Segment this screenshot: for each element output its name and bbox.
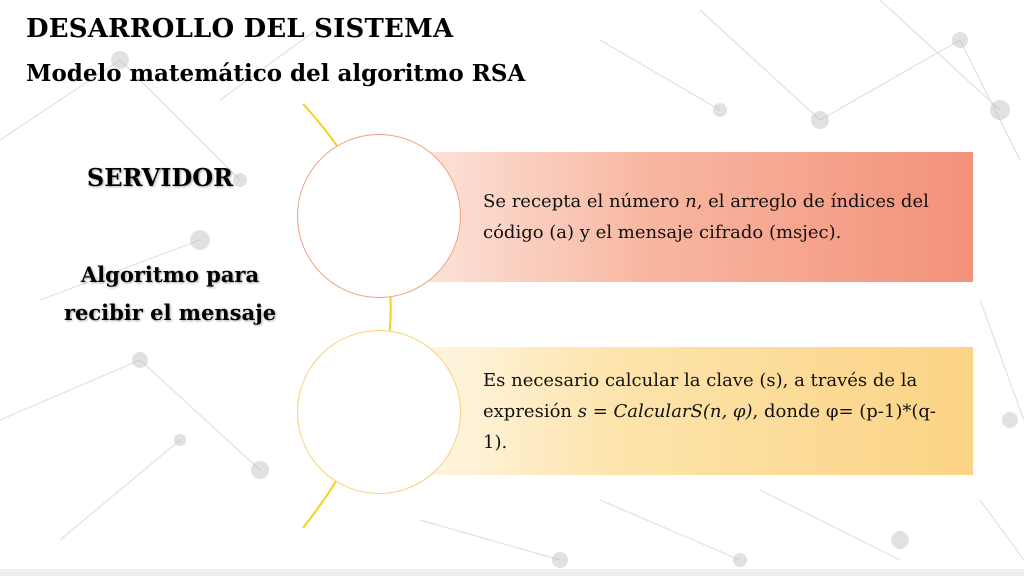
step-1-after: , el arreglo de índices del código (a) y el mensaje cifrado (msjec). [483,191,929,243]
slide-title: DESARROLLO DEL SISTEMA [26,14,454,44]
slide-subtitle: Modelo matemático del algoritmo RSA [26,60,526,87]
step-2-text [483,365,953,458]
step-2-circle [297,330,461,494]
step-2-after: , donde φ= (p-1)*(q-1). [483,400,936,453]
step-1-math: n [685,191,697,212]
step-box-1 [378,152,973,282]
bottom-bar [0,569,1024,576]
step-1-before: Se recepta el número [483,191,686,212]
step-box-2 [378,347,973,475]
step-1-text [483,186,953,248]
algorithm-heading: Algoritmo para recibir el mensaje [63,262,277,325]
step-2-before: Es necesario calcular la clave (s), a través de la expresión [483,369,918,422]
server-label: SERVIDOR [86,163,234,192]
step-1-circle [297,134,461,298]
step-2-math: s = CalcularS(n, φ) [577,400,753,422]
